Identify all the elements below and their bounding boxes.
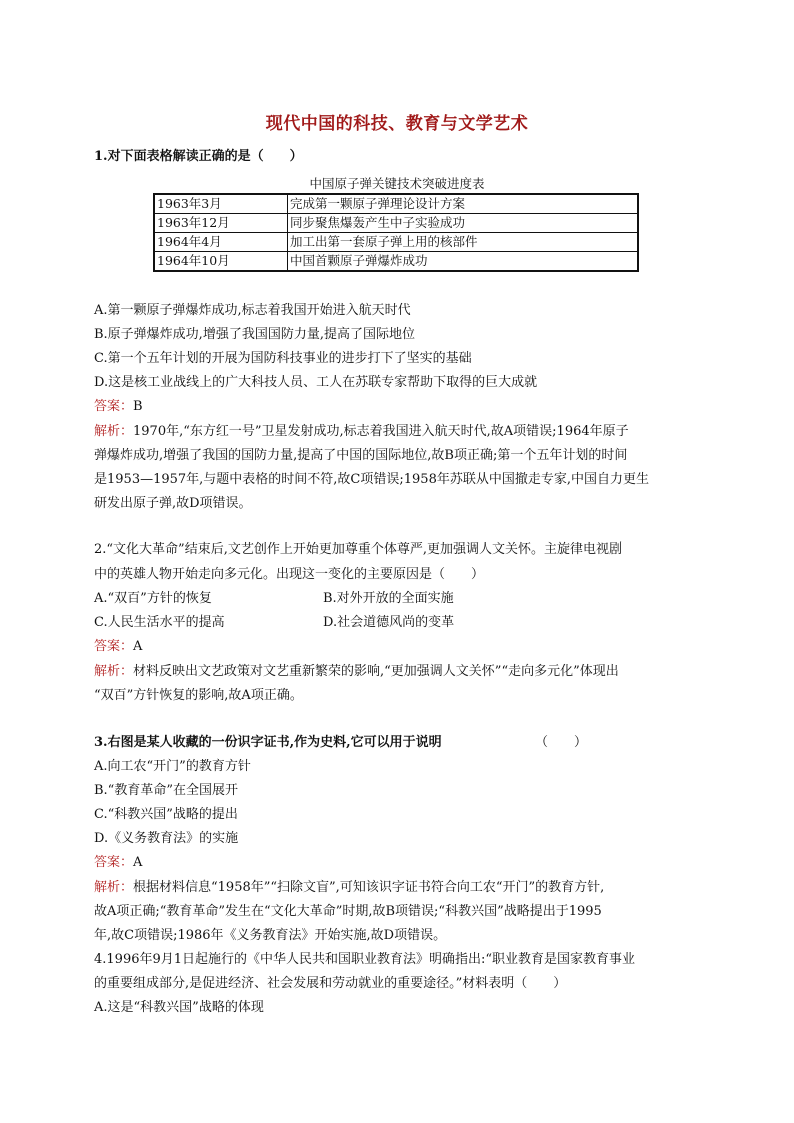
q2-option-c: C.人民生活水平的提高 xyxy=(94,615,225,630)
q1-option-a: A.第一颗原子弹爆炸成功,标志着我国开始进入航天时代 xyxy=(94,303,411,318)
q1-analysis-line xyxy=(94,423,706,441)
q3-option-c: C.“科教兴国”战略的提出 xyxy=(94,807,238,822)
q2-options-row xyxy=(94,590,706,608)
q2-stem-line: 2.“文化大革命”结束后,文艺创作上开始更加尊重个体尊严,更加强调人文关怀。主旋律电视剧 xyxy=(94,542,622,557)
table-row xyxy=(154,194,638,214)
q2-option-d: D.社会道德风尚的变革 xyxy=(323,615,455,630)
q2-answer xyxy=(94,638,706,656)
table-cell-date: 1964年10月 xyxy=(154,252,288,272)
q2-options-row xyxy=(94,614,706,632)
analysis-text: 根据材料信息“1958年”“扫除文盲”,可知该识字证书符合向工农“开门”的教育方针, xyxy=(133,880,605,895)
table-cell-date: 1964年4月 xyxy=(154,233,288,252)
analysis-text: 1970年,“东方红一号”卫星发射成功,标志着我国进入航天时代,故A项错误;1964年原子 xyxy=(133,424,629,439)
q3-analysis-line xyxy=(94,879,706,897)
q3-option-a: A.向工农“开门”的教育方针 xyxy=(94,759,251,774)
q1-option-c: C.第一个五年计划的开展为国防科技事业的进步打下了坚实的基础 xyxy=(94,351,472,366)
answer-value: A xyxy=(133,639,143,654)
page-title: 现代中国的科技、教育与文学艺术 xyxy=(265,114,529,134)
table-cell-event: 中国首颗原子弹爆炸成功 xyxy=(288,252,639,272)
q1-table xyxy=(153,193,639,272)
q4-stem-line: 的重要组成部分,是促进经济、社会发展和劳动就业的重要途径。”材料表明（ ） xyxy=(94,976,567,991)
answer-value: B xyxy=(133,399,143,414)
q4-option-a: A.这是“科教兴国”战略的体现 xyxy=(94,1000,264,1015)
q3-stem-blank: （ ） xyxy=(535,735,588,750)
q2-option-a: A.“双百”方针的恢复 xyxy=(94,591,212,606)
q2-option-b: B.对外开放的全面实施 xyxy=(323,591,454,606)
analysis-label: 解析： xyxy=(94,664,134,679)
q1-answer xyxy=(94,398,706,416)
q3-analysis-line: 故A项正确;“教育革命”发生在“文化大革命”时期,故B项错误;“科教兴国”战略提出于1995 xyxy=(94,904,602,919)
table-cell-event: 加工出第一套原子弹上用的核部件 xyxy=(288,233,639,252)
q1-analysis-line: 是1953—1957年,与题中表格的时间不符,故C项错误;1958年苏联从中国撤走专家,中国自力更生 xyxy=(94,472,649,487)
table-cell-event: 同步聚焦爆轰产生中子实验成功 xyxy=(288,214,639,233)
analysis-label: 解析： xyxy=(94,880,134,895)
q3-analysis-line: 年,故C项错误;1986年《义务教育法》开始实施,故D项错误。 xyxy=(94,928,447,943)
answer-label: 答案： xyxy=(94,639,134,654)
q1-analysis-line: 研发出原子弹,故D项错误。 xyxy=(94,496,252,511)
table-cell-date: 1963年12月 xyxy=(154,214,288,233)
q1-analysis-line: 弹爆炸成功,增强了我国的国防力量,提高了中国的国际地位,故B项正确;第一个五年计划的时间 xyxy=(94,448,628,463)
table-row xyxy=(154,233,638,252)
q1-table-caption: 中国原子弹关键技术突破进度表 xyxy=(309,176,485,191)
q3-stem-text: 3.右图是某人收藏的一份识字证书,作为史料,它可以用于说明 xyxy=(94,735,442,750)
q2-analysis-line xyxy=(94,663,706,681)
analysis-label: 解析： xyxy=(94,424,134,439)
q2-analysis-line: “双百”方针恢复的影响,故A项正确。 xyxy=(94,688,303,703)
answer-value: A xyxy=(133,855,143,870)
q3-option-d: D.《义务教育法》的实施 xyxy=(94,831,239,846)
q1-option-d: D.这是核工业战线上的广大科技人员、工人在苏联专家帮助下取得的巨大成就 xyxy=(94,375,538,390)
table-cell-date: 1963年3月 xyxy=(154,194,288,214)
analysis-text: 材料反映出文艺政策对文艺重新繁荣的影响,“更加强调人文关怀”“走向多元化”体现出 xyxy=(133,664,619,679)
q1-option-b: B.原子弹爆炸成功,增强了我国国防力量,提高了国际地位 xyxy=(94,327,415,342)
q3-answer xyxy=(94,854,706,872)
answer-label: 答案： xyxy=(94,399,134,414)
table-row xyxy=(154,214,638,233)
q4-stem-line: 4.1996年9月1日起施行的《中华人民共和国职业教育法》明确指出:“职业教育是国家教育事业 xyxy=(94,952,636,967)
q1-stem: 1.对下面表格解读正确的是（ ） xyxy=(94,149,303,164)
q3-stem xyxy=(94,734,706,752)
table-cell-event: 完成第一颗原子弹理论设计方案 xyxy=(288,194,639,214)
answer-label: 答案： xyxy=(94,855,134,870)
q2-stem-line: 中的英雄人物开始走向多元化。出现这一变化的主要原因是（ ） xyxy=(94,567,485,582)
table-row xyxy=(154,252,638,272)
q3-option-b: B.“教育革命”在全国展开 xyxy=(94,783,238,798)
